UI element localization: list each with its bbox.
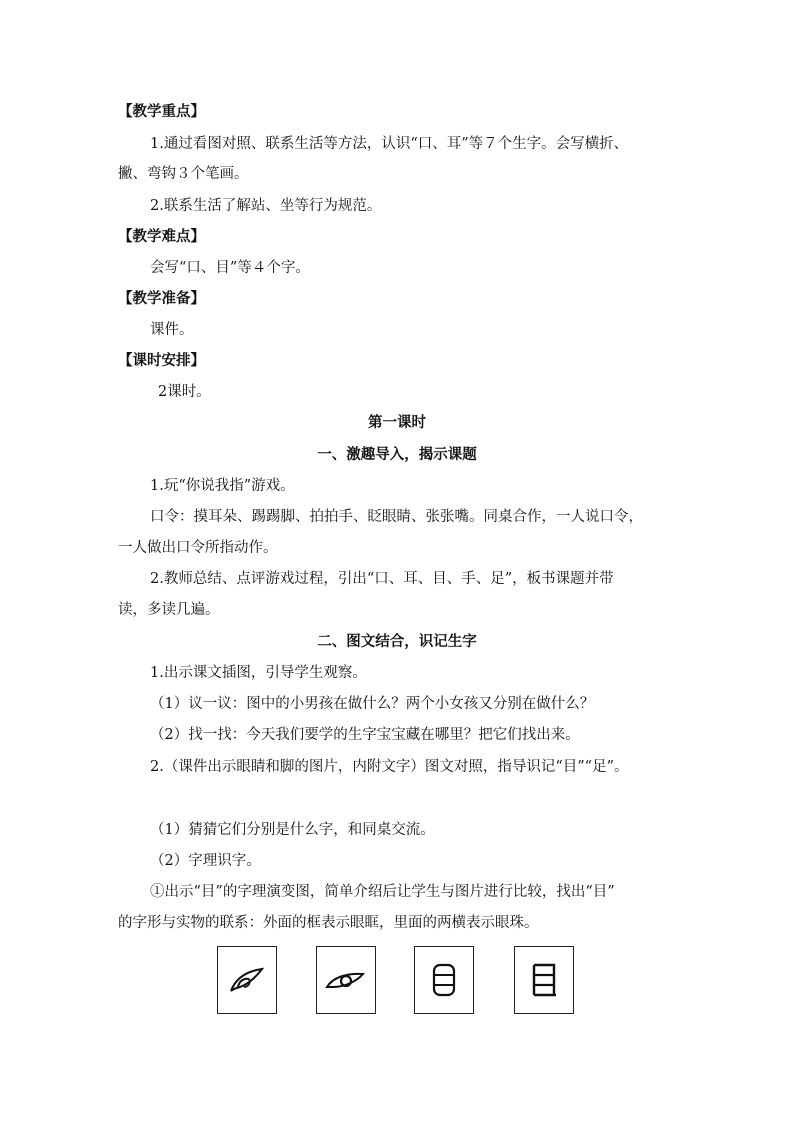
paragraph-2-line-1: 口令：摸耳朵、踢踢脚、拍拍手、眨眼睛、张张嘴。同桌合作，一人说口令，: [150, 509, 643, 525]
part-1-title: 一、激趣导入，揭示课题: [317, 446, 477, 463]
paragraph-3-line-1: 2.教师总结、点评游戏过程，引出“口、耳、目、手、足”，板书课题并带: [150, 571, 614, 587]
paragraph-1: 1.玩“你说我指”游戏。: [150, 478, 295, 494]
key-point-1-line-1: 1.通过看图对照、联系生活等方法，认识“口、耳”等７个生字。会写横折、: [150, 136, 629, 152]
seal-script-mu-image: [414, 946, 474, 1014]
pictograph-eye-2-image: [316, 946, 376, 1014]
step-2-sub-3-line-2: 的字形与实物的联系：外面的框表示眼眶，里面的两横表示眼珠。: [118, 915, 539, 931]
step-1: 1.出示课文插图，引导学生观察。: [150, 665, 367, 681]
modern-mu-image: [514, 946, 574, 1014]
paragraph-3-line-2: 读，多读几遍。: [118, 602, 220, 618]
preparation-text: 课件。: [150, 322, 194, 338]
schedule-text: 2课时。: [158, 384, 211, 400]
key-point-2: 2.联系生活了解站、坐等行为规范。: [150, 198, 382, 214]
heading-key-points: 【教学重点】: [118, 103, 205, 120]
paragraph-2-line-2: 一人做出口令所指动作。: [118, 540, 278, 556]
heading-preparation: 【教学准备】: [118, 290, 205, 307]
step-2-sub-3-line-1: ①出示“目”的字理演变图，简单介绍后让学生与图片进行比较，找出“目”: [150, 884, 615, 900]
step-1-sub-2: （2）找一找：今天我们要学的生字宝宝藏在哪里？把它们找出来。: [150, 727, 580, 743]
difficulty-text: 会写“口、目”等４个字。: [150, 260, 310, 276]
step-2: 2.（课件出示眼睛和脚的图片，内附文字）图文对照，指导识记“目”“足”。: [150, 759, 629, 775]
heading-schedule: 【课时安排】: [118, 352, 205, 369]
part-2-title: 二、图文结合，识记生字: [317, 633, 477, 650]
step-1-sub-1: （1）议一议：图中的小男孩在做什么？两个小女孩又分别在做什么？: [150, 696, 595, 712]
key-point-1-line-2: 撇、弯钩３个笔画。: [118, 166, 249, 182]
pictograph-eye-1-image: [217, 946, 277, 1014]
step-2-sub-2: （2）字理识字。: [150, 853, 261, 869]
lesson-title: 第一课时: [368, 414, 426, 431]
heading-difficulties: 【教学难点】: [118, 228, 205, 245]
step-2-sub-1: （1）猜猜它们分别是什么字，和同桌交流。: [150, 822, 435, 838]
